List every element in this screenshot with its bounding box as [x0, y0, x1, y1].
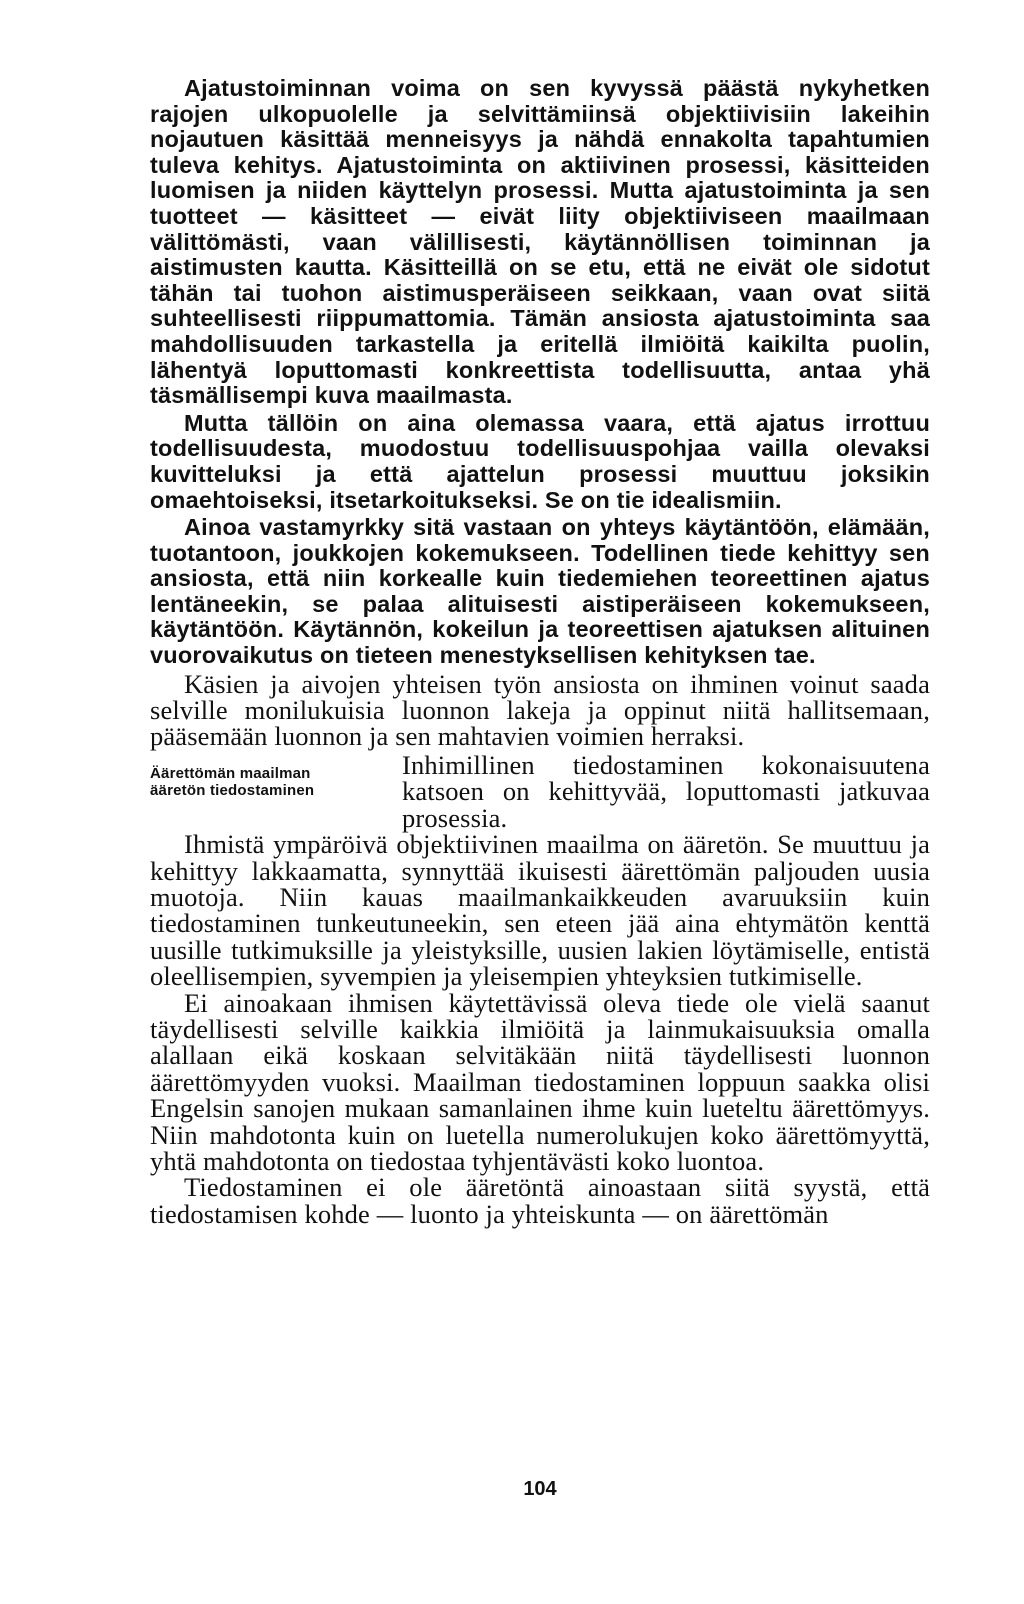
paragraph-infinite-world: Ihmistä ympäröivä objektiivinen maailma on ääretön. Se muuttuu ja kehittyy lakkaamatta, synnyttää ikuisesti äärettömän paljouden uusia muotoja. Niin kauas maailmankaikkeuden avaruuksiin kuin tiedostaminen tunkeutuneekin, sen eteen jää aina ehtymätön kenttä uusille tutkimuksille ja yleistyksille, uusien lakien löytämiselle, entistä oleellisempien, syvempien ja yleisempien yhteyksien tutkimiselle. [150, 829, 930, 992]
marginal-section [150, 749, 930, 833]
paragraph-thinking-power: Ajatustoiminnan voima on sen kyvyssä päästä nykyhetken rajojen ulkopuolelle ja selvittämiinsä objektiivisiin lakeihin nojautuen käsittää menneisyys ja nähdä ennakolta tapahtumien tuleva kehitys. Ajatustoiminta on aktiivinen prosessi, käsitteiden luomisen ja niiden käyttelyn prosessi. Mutta ajatustoiminta ja sen tuotteet — käsitteet — eivät liity objektiiviseen maailmaan välittömästi, vaan välillisesti, käytännöllisen toiminnan ja aistimusten kautta. Käsitteillä on se etu, että ne eivät ole sidotut tähän tai tuohon aistimusperäiseen seikkaan, vaan ovat siitä suhteellisesti riippumattomia. Tämän ansiosta ajatustoiminta saa mahdollisuuden tarkastella ja eritellä ilmiöitä kaikilta puolin, lähentyä loputtomasti konkreettista todellisuutta, antaa yhä täsmällisempi kuva maailmasta. [150, 75, 930, 409]
marginal-heading [150, 752, 402, 799]
paragraph-human-cognition: Inhimillinen tiedostaminen kokonaisuutena katsoen on kehittyvää, loputtomasti jatkuvaa prosessia. [402, 749, 930, 833]
page-number: 104 [523, 1478, 557, 1500]
marginal-heading-line-1: Äärettömän maailman [150, 764, 311, 782]
marginal-heading-line-2: ääretön tiedostaminen [150, 781, 315, 799]
paragraph-danger-idealism: Mutta tällöin on aina olemassa vaara, että ajatus irrottuu todellisuudesta, muodostuu todellisuuspohjaa vailla olevaksi kuvitteluksi ja että ajattelun prosessi muuttuu joksikin omaehtoiseksi, itsetarkoitukseksi. Se on tie idealismiin. [150, 409, 930, 513]
paragraph-hands-and-brains: Käsien ja aivojen yhteisen työn ansiosta on ihminen voinut saada selville monilukuisia luonnon lakeja ja oppinut niitä hallitsemaan, pääsemään luonnon ja sen mahtavien voimien herraksi. [150, 668, 930, 752]
paragraph-cognition-infinite: Tiedostaminen ei ole ääretöntä ainoastaan siitä syystä, että tiedostamisen kohde — luonto ja yhteiskunta — on äärettömän [150, 1172, 930, 1229]
paragraph-no-science-complete: Ei ainoakaan ihmisen käytettävissä oleva tiede ole vielä saanut täydellisesti selville kaikkia ilmiöitä ja lainmukaisuuksia omalla alallaan eikä koskaan selvitäkään niitä täydellisesti luonnon äärettömyyden vuoksi. Maailman tiedostaminen loppuun saakka olisi Engelsin sanojen mukaan samanlainen ihme kuin lueteltu äärettömyys. Niin mahdotonta kuin on luetella numerolukujen koko äärettömyyttä, yhtä mahdotonta on tiedostaa tyhjentävästi koko luontoa. [150, 987, 930, 1176]
paragraph-practice-antidote: Ainoa vastamyrkky sitä vastaan on yhteys käytäntöön, elämään, tuotantoon, joukkojen kokemukseen. Todellinen tiede kehittyy sen ansiosta, että niin korkealle kuin tiedemiehen teoreettinen ajatus lentäneekin, se palaa alituisesti aistiperäiseen kokemukseen, käytäntöön. Käytännön, kokeilun ja teoreettisen ajatuksen alituinen vuorovaikutus on tieteen menestyksellisen kehityksen tae. [150, 514, 930, 669]
book-page [150, 75, 930, 1500]
